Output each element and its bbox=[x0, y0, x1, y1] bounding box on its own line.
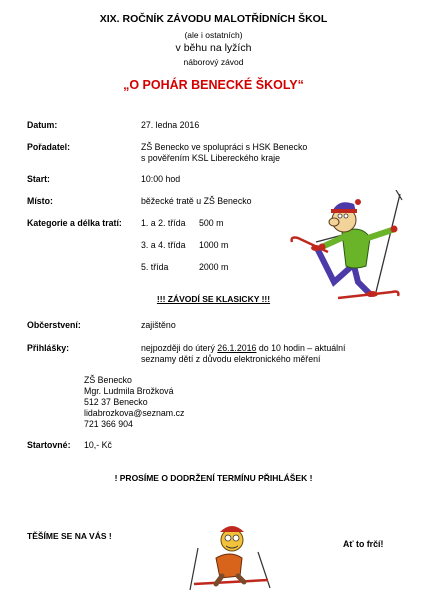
header-line3: v běhu na lyžích bbox=[175, 42, 252, 54]
registration-post: do 10 hodin – aktuální bbox=[256, 343, 346, 353]
food-label: Občerstvení: bbox=[27, 320, 81, 330]
header-line1: XIX. ROČNÍK ZÁVODU MALOTŘÍDNÍCH ŠKOL bbox=[99, 13, 328, 25]
category-label: Kategorie a délka tratí: bbox=[27, 218, 122, 228]
contact-email[interactable]: lidabrozkova@seznam.cz bbox=[84, 408, 185, 418]
category-name: 3. a 4. třída bbox=[141, 240, 186, 250]
footer-left: TĚŠÍME SE NA VÁS ! bbox=[27, 531, 112, 541]
deadline-request: ! PROSÍME O DODRŽENÍ TERMÍNU PŘIHLÁŠEK ! bbox=[114, 473, 313, 483]
contact-zip: 512 37 Benecko bbox=[84, 397, 148, 407]
registration-line1 bbox=[141, 343, 345, 353]
header-line4: náborový závod bbox=[183, 57, 244, 67]
page-title: „O POHÁR BENECKÉ ŠKOLY“ bbox=[123, 78, 304, 92]
organizer-label: Pořadatel: bbox=[27, 142, 71, 152]
registration-date: 26.1.2016 bbox=[217, 343, 257, 353]
category-name: 1. a 2. třída bbox=[141, 218, 186, 228]
place-label: Místo: bbox=[27, 196, 53, 206]
small-skier-illustration bbox=[186, 518, 282, 592]
footer-right: Ať to frčí! bbox=[343, 539, 384, 549]
category-distance: 2000 m bbox=[199, 262, 229, 272]
start-value: 10:00 hod bbox=[141, 174, 181, 184]
registration-pre: nejpozději do úterý bbox=[141, 343, 218, 353]
date-value: 27. ledna 2016 bbox=[141, 120, 200, 130]
category-name: 5. třída bbox=[141, 262, 169, 272]
category-distance: 1000 m bbox=[199, 240, 229, 250]
registration-label: Přihlášky: bbox=[27, 343, 70, 353]
header-line2: (ale i ostatních) bbox=[184, 30, 243, 40]
start-label: Start: bbox=[27, 174, 50, 184]
category-distance: 500 m bbox=[199, 218, 224, 228]
organizer-line2: s pověřením KSL Libereckého kraje bbox=[141, 153, 281, 163]
fee-value: 10,- Kč bbox=[84, 440, 112, 450]
contact-phone: 721 366 904 bbox=[84, 419, 133, 429]
contact-person: Mgr. Ludmila Brožková bbox=[84, 386, 174, 396]
skier-illustration bbox=[288, 190, 416, 308]
contact-name: ZŠ Benecko bbox=[84, 375, 132, 385]
registration-line2: seznamy dětí z důvodu elektronického měření bbox=[141, 354, 321, 364]
date-label: Datum: bbox=[27, 120, 58, 130]
food-value: zajištěno bbox=[141, 320, 176, 330]
place-value: běžecké tratě u ZŠ Benecko bbox=[141, 196, 252, 206]
fee-label: Startovné: bbox=[27, 440, 71, 450]
classic-notice: !!! ZÁVODÍ SE KLASICKY !!! bbox=[156, 294, 271, 304]
organizer-line1: ZŠ Benecko ve spolupráci s HSK Benecko bbox=[141, 142, 308, 152]
